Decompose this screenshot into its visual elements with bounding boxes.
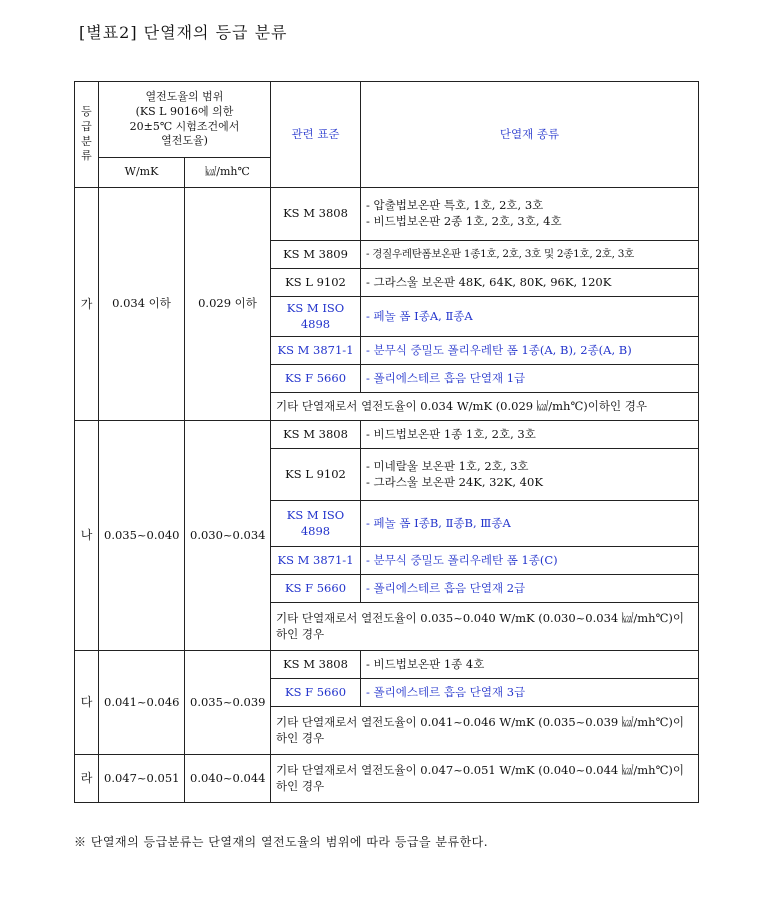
range-wmk: 0.034 이하 bbox=[99, 188, 185, 421]
header-unit-kcal: ㎉/mh℃ bbox=[185, 158, 271, 188]
standard-cell: KS L 9102 bbox=[271, 269, 361, 297]
other-insulation-cell: 기타 단열재로서 열전도율이 0.047~0.051 W/mK (0.040~0.044 ㎉/mh℃)이하인 경우 bbox=[271, 755, 699, 803]
range-wmk: 0.047~0.051 bbox=[99, 755, 185, 803]
standard-cell: KS M 3871-1 bbox=[271, 547, 361, 575]
type-cell: - 페놀 폼 Ⅰ종B, Ⅱ종B, Ⅲ종A bbox=[361, 501, 699, 547]
type-cell: - 분무식 중밀도 폴리우레탄 폼 1종(A, B), 2종(A, B) bbox=[361, 337, 699, 365]
standard-cell: KS M 3809 bbox=[271, 241, 361, 269]
type-cell: - 폴리에스테르 흡음 단열재 1급 bbox=[361, 365, 699, 393]
standard-cell: KS M ISO 4898 bbox=[271, 297, 361, 337]
range-kcal: 0.035~0.039 bbox=[185, 651, 271, 755]
table-row bbox=[75, 421, 699, 449]
standard-cell: KS M 3808 bbox=[271, 651, 361, 679]
header-insulation-type: 단열재 종류 bbox=[361, 82, 699, 188]
table-row bbox=[75, 651, 699, 679]
header-standard: 관련 표준 bbox=[271, 82, 361, 188]
header-grade: 등 급 분 류 bbox=[75, 82, 99, 188]
type-cell: - 미네랄울 보온판 1호, 2호, 3호 - 그라스울 보온판 24K, 32K, 40K bbox=[361, 449, 699, 501]
type-cell: - 비드법보온판 1종 1호, 2호, 3호 bbox=[361, 421, 699, 449]
standard-cell: KS F 5660 bbox=[271, 575, 361, 603]
type-cell: - 폴리에스테르 흡음 단열재 3급 bbox=[361, 679, 699, 707]
standard-cell: KS M ISO 4898 bbox=[271, 501, 361, 547]
table-row bbox=[75, 755, 699, 803]
grade-label: 나 bbox=[75, 421, 99, 651]
standard-cell: KS M 3808 bbox=[271, 421, 361, 449]
standard-cell: KS F 5660 bbox=[271, 679, 361, 707]
page-title: [별표2] 단열재의 등급 분류 bbox=[79, 23, 288, 42]
standard-cell: KS L 9102 bbox=[271, 449, 361, 501]
other-insulation-cell: 기타 단열재로서 열전도율이 0.035~0.040 W/mK (0.030~0.034 ㎉/mh℃)이하인 경우 bbox=[271, 603, 699, 651]
table-row bbox=[75, 188, 699, 241]
standard-cell: KS M 3808 bbox=[271, 188, 361, 241]
type-cell: - 압출법보온판 특호, 1호, 2호, 3호 - 비드법보온판 2종 1호, 2호, 3호, 4호 bbox=[361, 188, 699, 241]
grade-label: 라 bbox=[75, 755, 99, 803]
range-wmk: 0.041~0.046 bbox=[99, 651, 185, 755]
type-cell: - 경질우레탄폼보온판 1종1호, 2호, 3호 및 2종1호, 2호, 3호 bbox=[361, 241, 699, 269]
type-cell: - 비드법보온판 1종 4호 bbox=[361, 651, 699, 679]
grade-label: 가 bbox=[75, 188, 99, 421]
type-cell: - 그라스울 보온판 48K, 64K, 80K, 96K, 120K bbox=[361, 269, 699, 297]
footnote: ※ 단열재의 등급분류는 단열재의 열전도율의 범위에 따라 등급을 분류한다. bbox=[74, 835, 489, 849]
type-cell: - 폴리에스테르 흡음 단열재 2급 bbox=[361, 575, 699, 603]
standard-cell: KS F 5660 bbox=[271, 365, 361, 393]
grade-label: 다 bbox=[75, 651, 99, 755]
range-kcal: 0.030~0.034 bbox=[185, 421, 271, 651]
header-unit-wmk: W/mK bbox=[99, 158, 185, 188]
range-kcal: 0.029 이하 bbox=[185, 188, 271, 421]
insulation-grade-table bbox=[74, 81, 699, 803]
type-cell: - 분무식 중밀도 폴리우레탄 폼 1종(C) bbox=[361, 547, 699, 575]
standard-cell: KS M 3871-1 bbox=[271, 337, 361, 365]
range-kcal: 0.040~0.044 bbox=[185, 755, 271, 803]
header-conductivity-range: 열전도율의 범위 (KS L 9016에 의한 20±5℃ 시험조건에서 열전도율) bbox=[99, 82, 271, 158]
type-cell: - 페놀 폼 Ⅰ종A, Ⅱ종A bbox=[361, 297, 699, 337]
range-wmk: 0.035~0.040 bbox=[99, 421, 185, 651]
other-insulation-cell: 기타 단열재로서 열전도율이 0.041~0.046 W/mK (0.035~0.039 ㎉/mh℃)이하인 경우 bbox=[271, 707, 699, 755]
other-insulation-cell: 기타 단열재로서 열전도율이 0.034 W/mK (0.029 ㎉/mh℃)이하인 경우 bbox=[271, 393, 699, 421]
